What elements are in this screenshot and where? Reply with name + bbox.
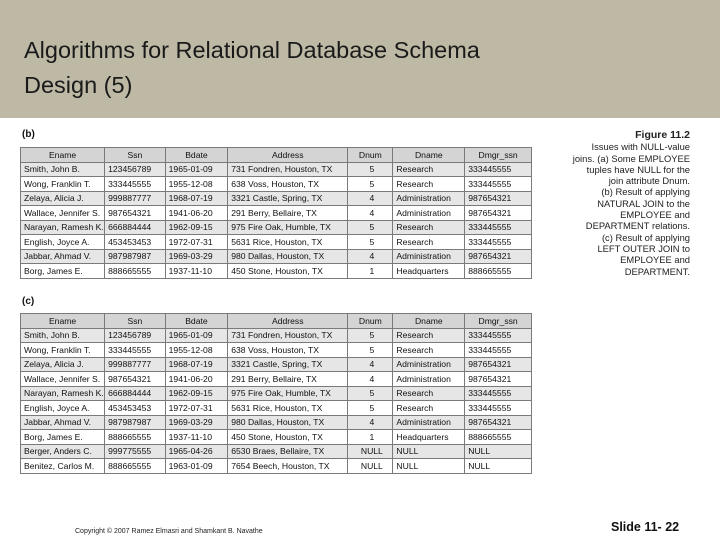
table-cell: Wong, Franklin T. [21,177,105,192]
table-cell: 999887777 [105,191,166,206]
column-header: Bdate [165,314,228,329]
figure-number: Figure 11.2 [635,129,690,141]
table-cell: 333445555 [465,386,532,401]
table-cell: 5 [348,343,393,358]
table-cell: 1972-07-31 [165,401,228,416]
table-cell: Administration [393,357,465,372]
table-cell: 333445555 [465,177,532,192]
table-cell: 1962-09-15 [165,386,228,401]
column-header: Dname [393,314,465,329]
table-row [21,206,532,221]
table-header-row [21,314,532,329]
table-cell: 6530 Braes, Bellaire, TX [228,444,348,459]
table-cell: 4 [348,415,393,430]
table-cell: Administration [393,415,465,430]
table-cell: 987654321 [465,372,532,387]
table-cell: 975 Fire Oak, Humble, TX [228,220,348,235]
table-cell: 987654321 [465,357,532,372]
table-cell: 5 [348,386,393,401]
table-cell: 5 [348,235,393,250]
table-cell: 123456789 [105,162,166,177]
table-cell: 1 [348,430,393,445]
table-cell: 999775555 [105,444,166,459]
table-cell: 1968-07-19 [165,191,228,206]
table-cell: Research [393,177,465,192]
table-cell: 1955-12-08 [165,343,228,358]
table-cell: 1965-01-09 [165,328,228,343]
table-cell: 123456789 [105,328,166,343]
caption-line: Issues with NULL-value [591,141,690,153]
table-cell: 987987987 [105,415,166,430]
table-row [21,459,532,474]
table-cell: Research [393,343,465,358]
table-c-label: (c) [22,296,35,307]
table-cell: 1937-11-10 [165,430,228,445]
table-cell: 987654321 [105,206,166,221]
table-cell: 666884444 [105,386,166,401]
table-row [21,372,532,387]
slide-title-line-2: Design (5) [24,72,133,98]
natural-join-table [20,147,532,279]
table-cell: 3321 Castle, Spring, TX [228,357,348,372]
table-cell: Wallace, Jennifer S. [21,206,105,221]
caption-line: join attribute Dnum. [608,175,690,187]
table-cell: 333445555 [105,177,166,192]
table-cell: 1962-09-15 [165,220,228,235]
left-outer-join-table [20,313,532,474]
table-cell: Research [393,386,465,401]
table-cell: 453453453 [105,401,166,416]
table-cell: Headquarters [393,430,465,445]
table-cell: 333445555 [465,235,532,250]
caption-line: NATURAL JOIN to the [597,197,690,209]
table-row [21,343,532,358]
table-cell: 987654321 [465,415,532,430]
table-cell: 333445555 [465,328,532,343]
table-row [21,444,532,459]
table-cell: 638 Voss, Houston, TX [228,343,348,358]
table-cell: 888665555 [105,264,166,279]
table-cell: 1 [348,264,393,279]
caption-line: tuples have NULL for the [586,163,690,175]
table-header-row [21,148,532,163]
column-header: Ename [21,314,105,329]
table-cell: 1937-11-10 [165,264,228,279]
caption-line: DEPARTMENT relations. [585,220,690,232]
table-cell: Zelaya, Alicia J. [21,357,105,372]
table-cell: 5 [348,328,393,343]
column-header: Ename [21,148,105,163]
table-cell: Jabbar, Ahmad V. [21,249,105,264]
table-cell: 1963-01-09 [165,459,228,474]
table-cell: Smith, John B. [21,328,105,343]
table-cell: 731 Fondren, Houston, TX [228,162,348,177]
table-cell: 987654321 [465,206,532,221]
table-cell: NULL [465,459,532,474]
table-cell: 333445555 [465,162,532,177]
table-cell: Zelaya, Alicia J. [21,191,105,206]
table-cell: Administration [393,191,465,206]
table-cell: 5 [348,220,393,235]
table-cell: Administration [393,206,465,221]
slide-title [24,33,624,103]
table-row [21,401,532,416]
table-cell: 5 [348,162,393,177]
table-cell: Borg, James E. [21,264,105,279]
table-row [21,235,532,250]
table-cell: 731 Fondren, Houston, TX [228,328,348,343]
table-cell: 450 Stone, Houston, TX [228,430,348,445]
table-cell: 450 Stone, Houston, TX [228,264,348,279]
table-cell: 1968-07-19 [165,357,228,372]
table-cell: 987654321 [105,372,166,387]
column-header: Ssn [105,314,166,329]
column-header: Dmgr_ssn [465,148,532,163]
table-row [21,177,532,192]
table-cell: NULL [393,444,465,459]
table-cell: 4 [348,206,393,221]
table-cell: 4 [348,249,393,264]
table-cell: Research [393,162,465,177]
table-cell: Headquarters [393,264,465,279]
table-cell: NULL [348,459,393,474]
table-cell: 1969-03-29 [165,249,228,264]
caption-line: DEPARTMENT. [624,265,690,277]
table-cell: Borg, James E. [21,430,105,445]
column-header: Address [228,314,348,329]
table-cell: 1941-06-20 [165,372,228,387]
table-row [21,415,532,430]
table-row [21,220,532,235]
slide-title-line-1: Algorithms for Relational Database Schema [24,37,480,63]
table-cell: 5631 Rice, Houston, TX [228,235,348,250]
caption-line: joins. (a) Some EMPLOYEE [572,152,690,164]
table-cell: 333445555 [465,401,532,416]
table-cell: 4 [348,191,393,206]
table-b-label: (b) [22,129,35,140]
table-cell: NULL [465,444,532,459]
table-cell: Administration [393,372,465,387]
table-cell: 1969-03-29 [165,415,228,430]
table-cell: 638 Voss, Houston, TX [228,177,348,192]
table-cell: English, Joyce A. [21,401,105,416]
caption-line: EMPLOYEE and [620,209,690,221]
table-cell: 1941-06-20 [165,206,228,221]
table-cell: 5 [348,401,393,416]
table-cell: 1965-01-09 [165,162,228,177]
column-header: Dnum [348,148,393,163]
table-cell: Research [393,328,465,343]
table-cell: 987654321 [465,191,532,206]
table-cell: 888665555 [105,430,166,445]
table-cell: 333445555 [465,343,532,358]
table-row [21,328,532,343]
column-header: Address [228,148,348,163]
table-cell: Research [393,401,465,416]
table-cell: Wallace, Jennifer S. [21,372,105,387]
table-cell: NULL [348,444,393,459]
table-row [21,249,532,264]
table-cell: Smith, John B. [21,162,105,177]
table-cell: Administration [393,249,465,264]
table-cell: 333445555 [105,343,166,358]
table-cell: Research [393,220,465,235]
caption-line: EMPLOYEE and [620,254,690,266]
column-header: Bdate [165,148,228,163]
table-cell: 666884444 [105,220,166,235]
table-cell: 7654 Beech, Houston, TX [228,459,348,474]
table-cell: 987654321 [465,249,532,264]
table-row [21,430,532,445]
table-cell: 291 Berry, Bellaire, TX [228,372,348,387]
column-header: Dname [393,148,465,163]
table-cell: 1965-04-26 [165,444,228,459]
table-cell: 5631 Rice, Houston, TX [228,401,348,416]
caption-line: LEFT OUTER JOIN to [597,242,690,254]
table-cell: 333445555 [465,220,532,235]
table-cell: Berger, Anders C. [21,444,105,459]
table-cell: 1955-12-08 [165,177,228,192]
table-cell: 980 Dallas, Houston, TX [228,249,348,264]
table-cell: 3321 Castle, Spring, TX [228,191,348,206]
table-cell: 987987987 [105,249,166,264]
table-cell: NULL [393,459,465,474]
table-cell: 291 Berry, Bellaire, TX [228,206,348,221]
table-cell: 5 [348,177,393,192]
table-row [21,386,532,401]
table-cell: 453453453 [105,235,166,250]
table-cell: 980 Dallas, Houston, TX [228,415,348,430]
table-row [21,191,532,206]
copyright-notice: Copyright © 2007 Ramez Elmasri and Shamkant B. Navathe [75,528,263,535]
figure-caption [546,130,690,277]
table-cell: 999887777 [105,357,166,372]
table-cell: 975 Fire Oak, Humble, TX [228,386,348,401]
table-cell: 1972-07-31 [165,235,228,250]
caption-line: (c) Result of applying [601,231,690,243]
table-cell: Narayan, Ramesh K. [21,220,105,235]
column-header: Ssn [105,148,166,163]
table-cell: 888665555 [105,459,166,474]
table-row [21,357,532,372]
table-row [21,264,532,279]
table-cell: Jabbar, Ahmad V. [21,415,105,430]
slide-number: Slide 11- 22 [611,520,680,534]
table-row [21,162,532,177]
table-cell: Narayan, Ramesh K. [21,386,105,401]
column-header: Dmgr_ssn [465,314,532,329]
table-cell: 4 [348,372,393,387]
table-cell: Benitez, Carlos M. [21,459,105,474]
table-cell: English, Joyce A. [21,235,105,250]
caption-line: (b) Result of applying [601,186,690,198]
table-cell: 888665555 [465,430,532,445]
table-cell: Wong, Franklin T. [21,343,105,358]
table-cell: 4 [348,357,393,372]
table-cell: Research [393,235,465,250]
column-header: Dnum [348,314,393,329]
table-cell: 888665555 [465,264,532,279]
